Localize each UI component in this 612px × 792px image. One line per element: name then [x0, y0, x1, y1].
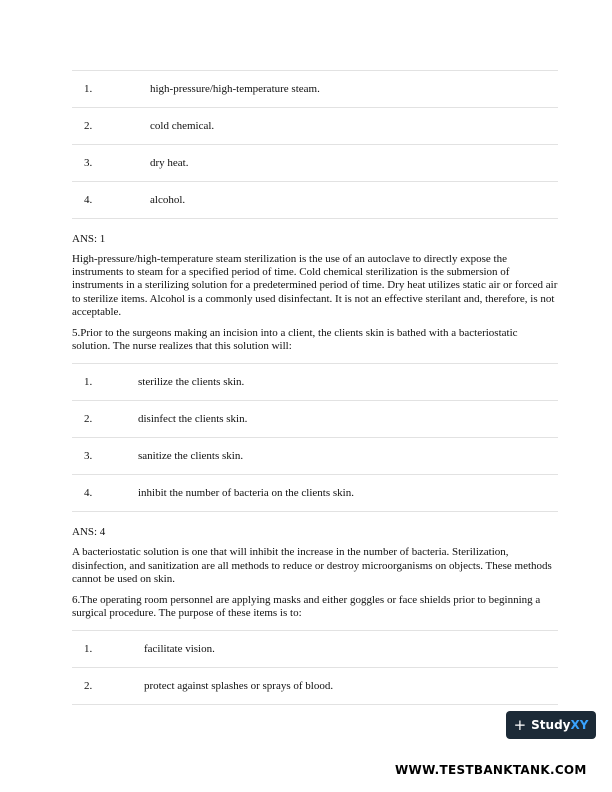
option-row: [72, 475, 558, 512]
studyxy-logo: [506, 711, 596, 739]
q6-question: 6.The operating room personnel are applying masks and either goggles or face shields prior to beginning a surgical procedure. The purpose of these items is to:: [72, 594, 541, 620]
footer-url: WWW.TESTBANKTANK.COM: [395, 763, 587, 777]
option-number: 4.: [84, 194, 93, 206]
q6-options-table: [72, 630, 558, 705]
option-row: [72, 631, 558, 668]
option-text: alcohol.: [150, 194, 186, 206]
plus-icon: +: [513, 716, 527, 734]
q4-options-table: [72, 70, 558, 219]
option-row: [72, 71, 558, 108]
option-row: [72, 668, 558, 705]
option-row: [72, 438, 558, 475]
option-number: 3.: [84, 450, 93, 463]
option-text: protect against splashes or sprays of blood.: [144, 680, 334, 693]
option-text: disinfect the clients skin.: [138, 413, 248, 426]
q5-options-table: [72, 363, 558, 512]
option-text: facilitate vision.: [144, 643, 215, 656]
option-text: sterilize the clients skin.: [138, 376, 245, 389]
option-row: [72, 145, 558, 182]
option-text: cold chemical.: [150, 120, 215, 132]
option-number: 1.: [84, 643, 93, 656]
option-number: 2.: [84, 680, 93, 693]
document-page: [72, 70, 558, 705]
option-text: dry heat.: [150, 157, 189, 169]
option-number: 4.: [84, 487, 93, 500]
q4-rationale: High-pressure/high-temperature steam sterilization is the use of an autoclave to directly expose the instruments to steam for a specified period of time. Cold chemical sterilization is the submersion of instruments in a sterilizing solution for a predetermined period of time. Dry heat utilizes static air or forced air to sterilize items. Alcohol is a commonly used disinfectant. It is not an effective sterilant and, therefore, is not acceptable.: [72, 253, 558, 318]
option-row: [72, 108, 558, 145]
option-text: sanitize the clients skin.: [138, 450, 244, 463]
q5-rationale: A bacteriostatic solution is one that will inhibit the increase in the number of bacteria. Sterilization, disinfection, and sanitization are all methods to reduce or destroy microorganisms on objects. These methods cannot be used on skin.: [72, 546, 552, 585]
option-row: [72, 401, 558, 438]
option-row: [72, 364, 558, 401]
option-number: 1.: [84, 376, 93, 389]
option-number: 2.: [84, 120, 93, 132]
option-text: high-pressure/high-temperature steam.: [150, 83, 320, 95]
q5-question: 5.Prior to the surgeons making an incision into a client, the clients skin is bathed with a bacteriostatic solution. The nurse realizes that this solution will:: [72, 327, 518, 353]
option-number: 1.: [84, 83, 93, 95]
logo-xy-text: XY: [570, 718, 589, 732]
q5-answer: ANS: 4: [72, 526, 106, 539]
logo-study-text: Study: [531, 718, 571, 732]
option-text: inhibit the number of bacteria on the clients skin.: [138, 487, 354, 500]
option-number: 2.: [84, 413, 93, 426]
q4-answer: ANS: 1: [72, 233, 106, 245]
option-number: 3.: [84, 157, 93, 169]
option-row: [72, 182, 558, 219]
